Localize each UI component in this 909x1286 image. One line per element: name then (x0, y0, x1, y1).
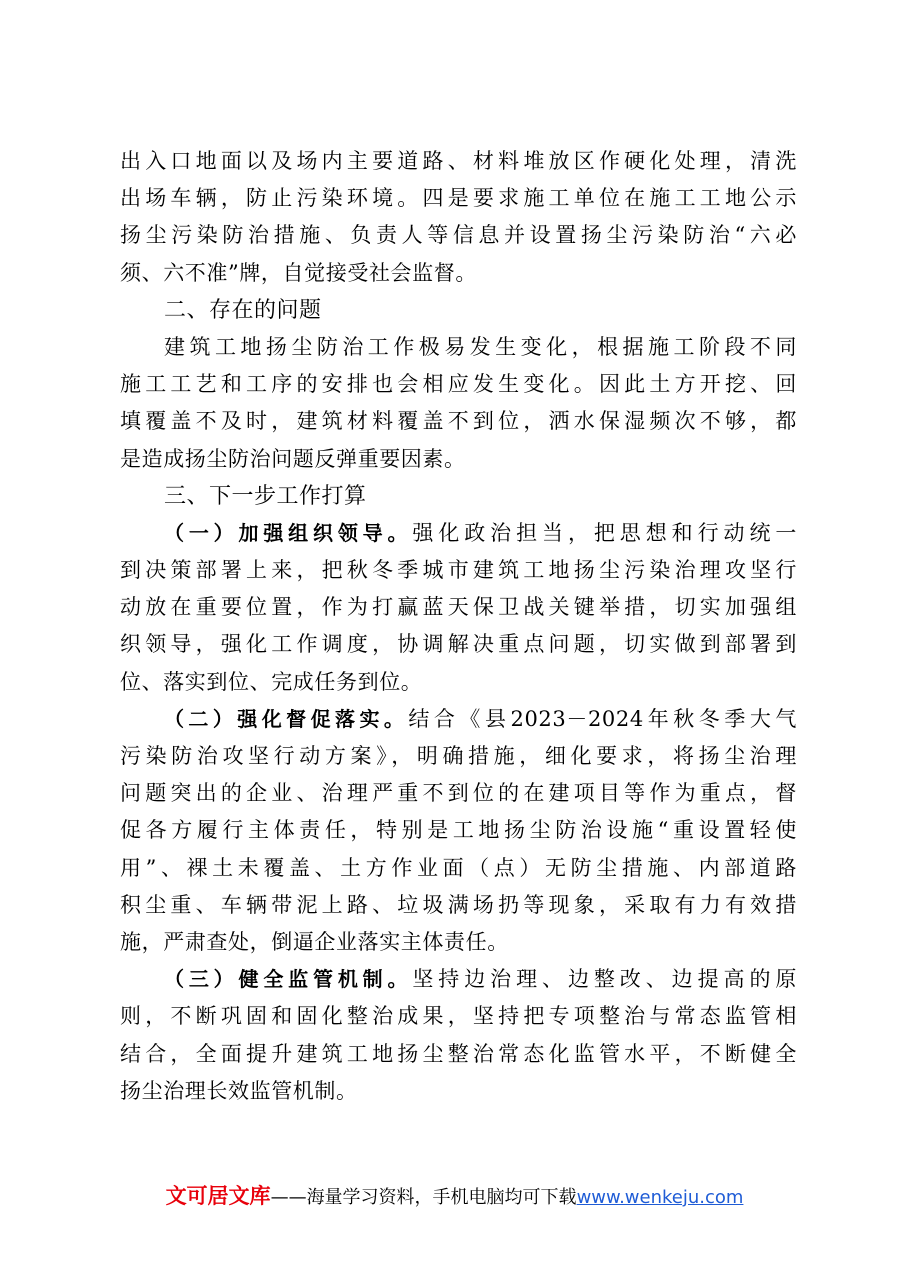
text-line: 出入口地面以及场内主要道路、材料堆放区作硬化处理，清洗 (120, 149, 797, 173)
item-lead: （二）强化督促落实。 (164, 706, 409, 731)
intro-paragraph (120, 143, 797, 292)
text-line: 用”、裸土未覆盖、土方作业面（点）无防尘措施、内部道路 (120, 855, 797, 880)
text-line: 施工工艺和工序的安排也会相应发生变化。因此土方开挖、回 (120, 372, 797, 397)
text-line: 促各方履行主体责任，特别是工地扬尘防治设施“重设置轻使 (120, 818, 797, 843)
problems-paragraph (120, 329, 797, 478)
plan-item-2 (120, 701, 797, 961)
text-line: 是造成扬尘防治问题反弹重要因素。 (120, 446, 466, 471)
text-line: 织领导，强化工作调度，协调解决重点问题，切实做到部署到 (120, 632, 797, 657)
document-body (120, 143, 797, 1110)
plan-item-3 (120, 961, 797, 1110)
text-line: 动放在重要位置，作为打赢蓝天保卫战关键举措，切实加强组 (120, 595, 797, 620)
footer-brand: 文可居文库 (165, 1184, 271, 1208)
item-text: 强化政治担当，把思想和行动统一 (412, 520, 798, 545)
text-line: 出场车辆，防止污染环境。四是要求施工单位在施工工地公示 (120, 186, 797, 211)
text-line: 建筑工地扬尘防治工作极易发生变化，根据施工阶段不同 (164, 334, 797, 359)
item-lead: （一）加强组织领导。 (164, 520, 413, 545)
text-line: 施，严肃查处，倒逼企业落实主体责任。 (120, 929, 509, 954)
text-line: 结合，全面提升建筑工地扬尘整治常态化监管水平，不断健全 (120, 1041, 797, 1066)
text-line: 须、六不准”牌，自觉接受社会监督。 (120, 260, 477, 285)
text-line: 污染防治攻坚行动方案》，明确措施，细化要求，将扬尘治理 (120, 744, 797, 768)
item-text: 结合《县2023－2024年秋冬季大气 (408, 706, 797, 731)
section-heading-problems: 二、存在的问题 (164, 297, 322, 323)
text-line (120, 515, 797, 552)
text-line: 到决策部署上来，把秋冬季城市建筑工地扬尘污染治理攻坚行 (120, 558, 797, 583)
item-text: 坚持边治理、边整改、边提高的原 (412, 967, 798, 992)
footer-banner (0, 1182, 909, 1212)
text-line: 问题突出的企业、治理严重不到位的在建项目等作为重点，督 (120, 781, 797, 806)
footer-description: ——海量学习资料，手机电脑均可下载 (270, 1187, 577, 1208)
section-heading-next-steps: 三、下一步工作打算 (164, 483, 367, 509)
text-line (120, 961, 797, 998)
text-line: 填覆盖不及时，建筑材料覆盖不到位，洒水保湿频次不够，都 (120, 409, 797, 434)
text-line: 积尘重、车辆带泥上路、垃圾满场扔等现象，采取有力有效措 (120, 892, 797, 917)
text-line: 扬尘污染防治措施、负责人等信息并设置扬尘污染防治“六必 (120, 223, 797, 248)
footer-link[interactable]: www.wenkeju.com (576, 1187, 744, 1208)
text-line: 则，不断巩固和固化整治成果，坚持把专项整治与常态监管相 (120, 1004, 797, 1029)
text-line (120, 701, 797, 738)
text-line: 位、落实到位、完成任务到位。 (120, 669, 423, 694)
text-line: 扬尘治理长效监管机制。 (120, 1078, 358, 1103)
item-lead: （三）健全监管机制。 (164, 967, 413, 992)
plan-item-1 (120, 515, 797, 701)
